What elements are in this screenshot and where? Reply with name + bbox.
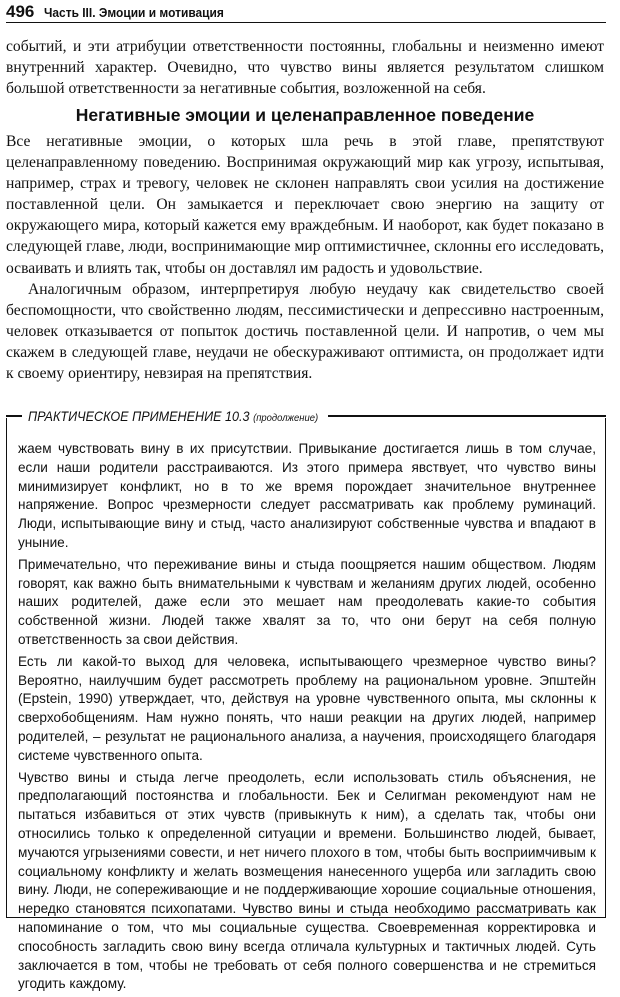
page-number: 496 [6,2,35,21]
page-header [6,0,606,23]
running-head: Часть III. Эмоции и мотивация [44,5,225,20]
box-title-text: ПРАКТИЧЕСКОЕ ПРИМЕНЕНИЕ 10.3 [28,408,250,424]
box-rule-left [6,415,22,417]
box-paragraph: Есть ли какой-то выход для человека, испытывающего чрезмерное чувство вины? Вероятно, наилучшим будет рассмотреть проблему на рациональном уровне. Эпштейн (Epstein, 1990) утверждает, что, действуя на уровне чувственного опыта, мы склонны к сверхобобщениям. Нам нужно понять, что наши реакции на других людей, например родителей, – результат не рационального анализа, а научения, происходящего благодаря системе чувственного опыта. [18,653,596,763]
box-continued-label: (продолжение) [253,412,319,424]
box-rule-right [328,415,606,417]
box-paragraph: Примечательно, что переживание вины и стыда поощряется нашим обществом. Людям говорят, как важно быть внимательными к чувствам и желаниям других людей, особенно наших родителей, даже если это мешает нам преодолевать какие-то события собственной жизни. Людей также хвалят за то, что они берут на себя полную ответственность за свои действия. [18,556,596,647]
section-body [6,131,604,384]
box-body [18,440,596,997]
box-paragraph: Чувство вины и стыда легче преодолеть, если использовать стиль объяснения, не предполагающий постоянства и глобальности. Бек и Селигман рекомендуют нам не пытаться избавиться от этих чувств (привыкнуть к ним), а сделать так, чтобы они относились только к определенной ситуации и времени. Большинство людей, бывает, мучаются угрызениями совести, и нет ничего плохого в том, чтобы быть восприимчивым к социальному конфликту и желать возмещения нанесенного ущерба или загладить свою вину. Люди, не сопереживающие и не поддерживающие хорошие социальные отношения, нередко становятся психопатами. Чувство вины и стыда необходимо рассматривать как напоминание о том, что мы социальные существа. Своевременная корректировка и способность загладить свою вину всегда отличала культурных и тактичных людей. Суть заключается в том, чтобы не требовать от себя полного совершенства и не стремиться угодить каждому. [18,769,596,992]
intro-paragraph: событий, и эти атрибуции ответственности постоянны, глобальны и неизменно имеют внутренний характер. Очевидно, что чувство вины является результатом слишком большой ответственности за негативные события, возложенной на себя. [6,38,604,97]
section-heading: Негативные эмоции и целенаправленное поведение [75,105,535,125]
box-paragraph: жаем чувствовать вину в их присутствии. Привыкание достигается лишь в том случае, если наши родители расстраиваются. Из этого примера явствует, что чувство вины минимизирует конфликт, но в то же время порождает значительное внутреннее напряжение. Вопрос чрезмерности следует рассматривать как проблему руминаций. Люди, испытывающие вину и стыд, часто анализируют собственные чувства и впадают в уныние. [18,441,596,550]
body-paragraph: Все негативные эмоции, о которых шла речь в этой главе, препятствуют целенаправленному поведению. Воспринимая окружающий мир как угрозу, испытывая, например, страх и тревогу, человек не склонен направлять свои усилия на достижение поставленной цели. Он замыкается и переключает свою энергию на защиту от окружающего мира, который кажется ему враждебным. И наоборот, как будет показано в следующей главе, люди, воспринимающие мир оптимистичнее, склонны его исследовать, осваивать и влиять так, чтобы он доставлял им радость и удовольствие. [6,133,604,277]
body-paragraph: Аналогичным образом, интерпретируя любую неудачу как свидетельство своей беспомощности, что свойственно людям, пессимистически и депрессивно настроенным, человек отказывается от попыток достичь поставленной цели. И напротив, о чем мы скажем в следующей главе, неудачи не обескураживают оптимиста, он продолжает идти к своему ориентиру, невзирая на препятствия. [6,280,604,383]
